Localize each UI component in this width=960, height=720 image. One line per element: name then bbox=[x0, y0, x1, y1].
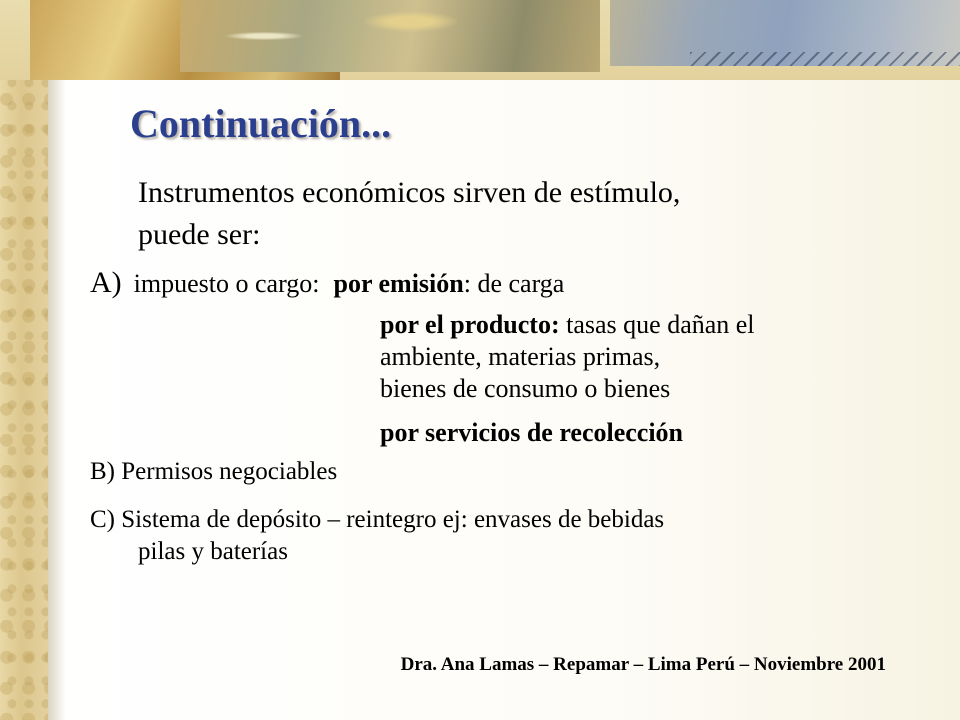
item-a-marker: A) bbox=[90, 266, 122, 299]
slide-footer: Dra. Ana Lamas – Repamar – Lima Perú – Noviembre 2001 bbox=[400, 654, 886, 675]
item-c-line-2: pilas y baterías bbox=[138, 538, 288, 565]
item-a-services bbox=[380, 418, 683, 448]
item-c: C) Sistema de depósito – reintegro ej: envases de bebidas bbox=[90, 506, 665, 533]
item-a-product-line-3: bienes de consumo o bienes bbox=[380, 374, 671, 403]
item-a-emission-rest: : de carga bbox=[463, 269, 565, 298]
slide-title: Continuación... bbox=[130, 101, 392, 146]
panel-shadow bbox=[48, 80, 66, 720]
intro-line-1: Instrumentos económicos sirven de estímulo, bbox=[138, 176, 681, 209]
blue-texture-banner bbox=[610, 0, 960, 66]
item-a-emission-label: por emisión bbox=[333, 269, 464, 298]
item-b: B) Permisos negociables bbox=[90, 458, 338, 485]
header-decoration bbox=[0, 0, 960, 80]
leaf-image-banner bbox=[180, 0, 600, 72]
item-a-services-label: por servicios de recolección bbox=[380, 418, 684, 447]
item-a-text: impuesto o cargo: bbox=[133, 269, 320, 298]
item-a-first-line bbox=[90, 266, 564, 300]
item-a-product-line bbox=[380, 310, 755, 340]
item-a-product-line-2: ambiente, materias primas, bbox=[380, 342, 661, 371]
intro-line-2: puede ser: bbox=[138, 218, 261, 251]
item-a-product-rest: tasas que dañan el bbox=[559, 310, 755, 339]
parchment-side-band bbox=[0, 0, 48, 720]
item-a-product-label: por el producto: bbox=[380, 310, 560, 339]
